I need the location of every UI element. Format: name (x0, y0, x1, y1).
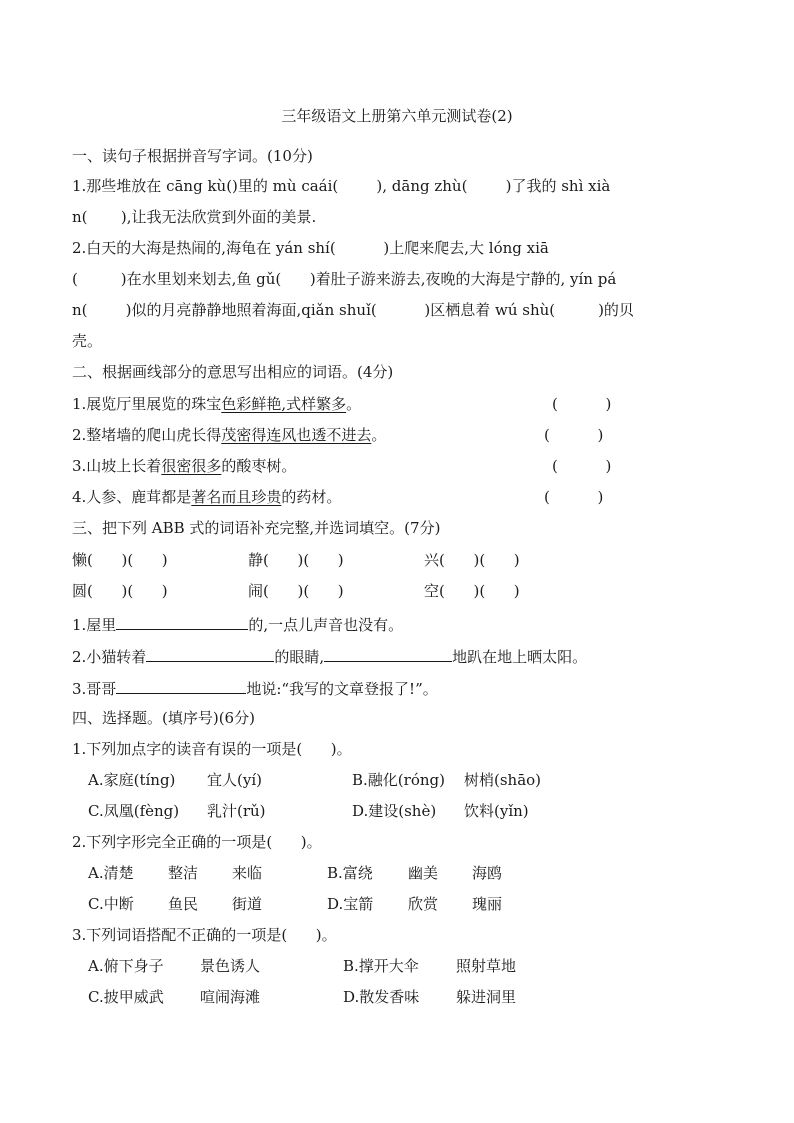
fill-blank[interactable] (116, 613, 248, 630)
abb-item[interactable]: 圆( )( ) (72, 582, 168, 600)
option: 鱼民 (168, 895, 199, 913)
question-stem: 3.下列词语搭配不正确的一项是( )。 (72, 926, 337, 944)
answer-paren[interactable]: ( ) (552, 457, 612, 475)
option: 街道 (232, 895, 263, 913)
section-4-heading: 四、选择题。(填序号)(6分) (72, 709, 255, 727)
fill-blank[interactable] (146, 645, 274, 662)
fill-sentence: 2.小猫转着 的眼睛, 地趴在地上晒太阳。 (72, 645, 587, 667)
section-2-item: 3.山坡上长着很密很多的酸枣树。 (72, 457, 297, 475)
option: 宜人(yí) (207, 771, 262, 789)
section-2-heading: 二、根据画线部分的意思写出相应的词语。(4分) (72, 363, 394, 381)
section-1-line: 2.白天的大海是热闹的,海龟在 yán shí( )上爬来爬去,大 lóng xiā (72, 239, 549, 257)
option: 来临 (232, 864, 263, 882)
section-1-line: n( ),让我无法欣赏到外面的美景. (72, 208, 317, 226)
abb-item[interactable]: 兴( )( ) (424, 551, 520, 569)
option[interactable]: C.凤凰(fèng) (88, 802, 180, 820)
section-1-line: 1.那些堆放在 cāng kù()里的 mù caái( ), dāng zhù( )了我的 shì xià (72, 177, 611, 195)
option[interactable]: C.中断 (88, 895, 134, 913)
option[interactable]: A.清楚 (88, 864, 134, 882)
option: 乳汁(rǔ) (207, 802, 266, 820)
page-title: 三年级语文上册第六单元测试卷(2) (281, 107, 513, 125)
option: 饮料(yǐn) (464, 802, 529, 820)
section-1-line: ( )在水里划来划去,鱼 gǔ( )着肚子游来游去,夜晚的大海是宁静的, yín pá (72, 270, 617, 288)
option[interactable]: A.俯下身子 (88, 957, 164, 975)
option: 躲进洞里 (456, 988, 517, 1006)
answer-paren[interactable]: ( ) (544, 426, 604, 444)
fill-sentence: 3.哥哥 地说:“我写的文章登报了!”。 (72, 677, 438, 699)
option: 照射草地 (456, 957, 517, 975)
option: 海鸥 (472, 864, 503, 882)
section-1-heading: 一、读句子根据拼音写字词。(10分) (72, 147, 313, 165)
question-stem: 1.下列加点字的读音有误的一项是( )。 (72, 740, 352, 758)
question-stem: 2.下列字形完全正确的一项是( )。 (72, 833, 322, 851)
option: 树梢(shāo) (464, 771, 542, 789)
fill-blank[interactable] (116, 677, 246, 694)
section-1-line: 壳。 (72, 332, 103, 350)
fill-sentence: 1.屋里 的,一点儿声音也没有。 (72, 613, 403, 635)
abb-item[interactable]: 静( )( ) (248, 551, 344, 569)
option: 幽美 (408, 864, 439, 882)
section-2-item: 4.人参、鹿茸都是著名而且珍贵的药材。 (72, 488, 342, 506)
underlined-phrase: 色彩鲜艳,式样繁多 (221, 395, 347, 413)
abb-item[interactable]: 懒( )( ) (72, 551, 168, 569)
section-2-item: 2.整堵墙的爬山虎长得茂密得连风也透不进去。 (72, 426, 387, 444)
option[interactable]: B.撑开大伞 (343, 957, 419, 975)
option: 整洁 (168, 864, 199, 882)
answer-paren[interactable]: ( ) (552, 395, 612, 413)
option[interactable]: C.披甲威武 (88, 988, 164, 1006)
underlined-phrase: 茂密得连风也透不进去 (221, 426, 372, 444)
option[interactable]: B.富绕 (327, 864, 373, 882)
underlined-phrase: 著名而且珍贵 (191, 488, 282, 506)
answer-paren[interactable]: ( ) (544, 488, 604, 506)
section-2-item: 1.展览厅里展览的珠宝色彩鲜艳,式样繁多。 (72, 395, 362, 413)
option[interactable]: A.家庭(tíng) (88, 771, 176, 789)
abb-item[interactable]: 空( )( ) (424, 582, 520, 600)
option: 景色诱人 (200, 957, 261, 975)
section-1-line: n( )似的月亮静静地照着海面,qiǎn shuǐ( )区栖息着 wú shù( )的贝 (72, 301, 634, 319)
option: 欣赏 (408, 895, 439, 913)
option[interactable]: D.宝箭 (327, 895, 374, 913)
option: 喧闹海滩 (200, 988, 261, 1006)
section-3-heading: 三、把下列 ABB 式的词语补充完整,并选词填空。(7分) (72, 519, 441, 537)
option: 瑰丽 (472, 895, 503, 913)
option[interactable]: B.融化(róng) (352, 771, 445, 789)
fill-blank[interactable] (324, 645, 452, 662)
option[interactable]: D.散发香味 (343, 988, 420, 1006)
abb-item[interactable]: 闹( )( ) (248, 582, 344, 600)
option[interactable]: D.建设(shè) (352, 802, 437, 820)
underlined-phrase: 很密很多 (161, 457, 222, 475)
